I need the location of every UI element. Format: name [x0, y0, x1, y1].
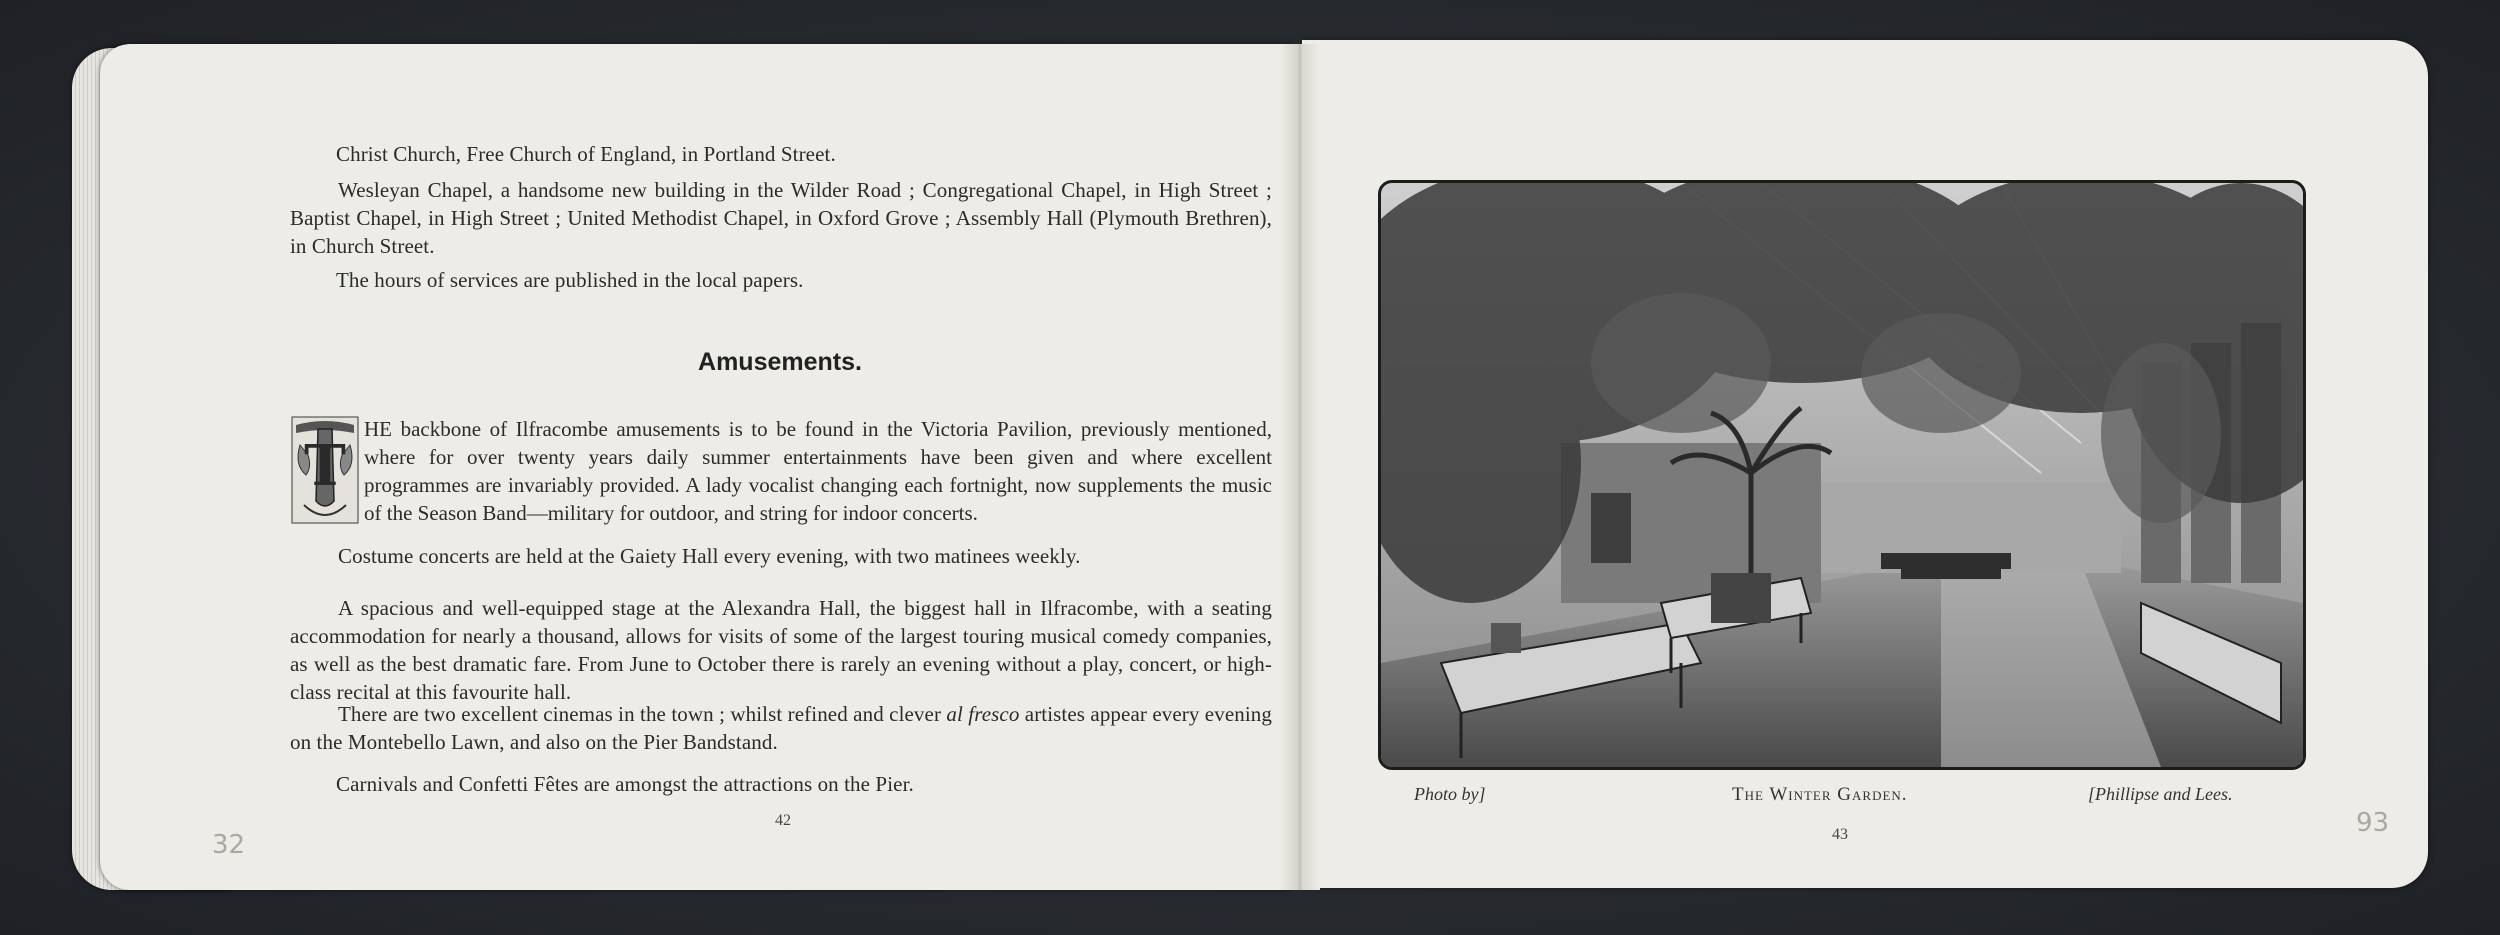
- paragraph-4-text-a: There are two excellent cinemas in the town ; whilst refined and clever: [338, 702, 947, 726]
- church-paragraph-2: Wesleyan Chapel, a handsome new building in the Wilder Road ; Congregational Chapel, in High Street ; Baptist Chapel, in High Street ; United Methodist Chapel, in Oxford Grove ; Assembly Hall (Plymouth Brethren), in Church Street.: [290, 178, 1272, 258]
- ornate-dropcap-icon: [290, 415, 360, 527]
- caption-photo-credit-prefix: Photo by]: [1414, 784, 1486, 804]
- winter-garden-photo: [1378, 180, 2306, 770]
- church-line-1: Christ Church, Free Church of England, in Portland Street.: [336, 142, 836, 166]
- paragraph-4-text-b: artistes appear every evening on the Montebello Lawn, and also on the Pier Bandstand.: [290, 702, 1272, 754]
- amusements-heading: Amusements.: [698, 348, 862, 376]
- winter-garden-photo-icon: [1381, 183, 2303, 767]
- svg-text:T: T: [304, 433, 346, 499]
- amusements-paragraph-5: Carnivals and Confetti Fêtes are amongst the attractions on the Pier.: [336, 772, 914, 796]
- pencil-mark-left: 32: [212, 830, 246, 860]
- amusements-paragraph-4: [290, 700, 1272, 756]
- amusements-paragraph-2: Costume concerts are held at the Gaiety Hall every evening, with two matinees weekly.: [338, 544, 1081, 568]
- caption-photo-title: The Winter Garden.: [1732, 784, 1908, 805]
- page-number-right: 43: [1832, 826, 1848, 843]
- amusements-paragraph-3: A spacious and well-equipped stage at the Alexandra Hall, the biggest hall in Ilfracombe, with a seating accommodation for nearly a thousand, allows for visits of some of the largest touring musical comedy companies, as well as the best dramatic fare. From June to October there is rarely an evening without a play, concert, or high-class recital at this favourite hall.: [290, 596, 1272, 704]
- pencil-mark-right: 93: [2356, 808, 2390, 838]
- dropcap: [290, 415, 364, 527]
- amusements-paragraph-1: [290, 415, 1272, 527]
- book-gutter: [1280, 44, 1320, 890]
- caption-photographer: [Phillipse and Lees.: [2088, 784, 2233, 804]
- page-number-left: 42: [775, 812, 791, 829]
- paragraph-4-italic: al fresco: [946, 702, 1020, 726]
- church-line-3: The hours of services are published in the local papers.: [336, 268, 804, 292]
- paragraph-1-text: HE backbone of Ilfracombe amusements is to be found in the Victoria Pavilion, previously mentioned, where for over twenty years daily summer entertainments have been given and where excellent programmes are invariably provided. A lady vocalist changing each fortnight, now supplements the music of the Season Band—military for outdoor, and string for indoor concerts.: [364, 417, 1272, 525]
